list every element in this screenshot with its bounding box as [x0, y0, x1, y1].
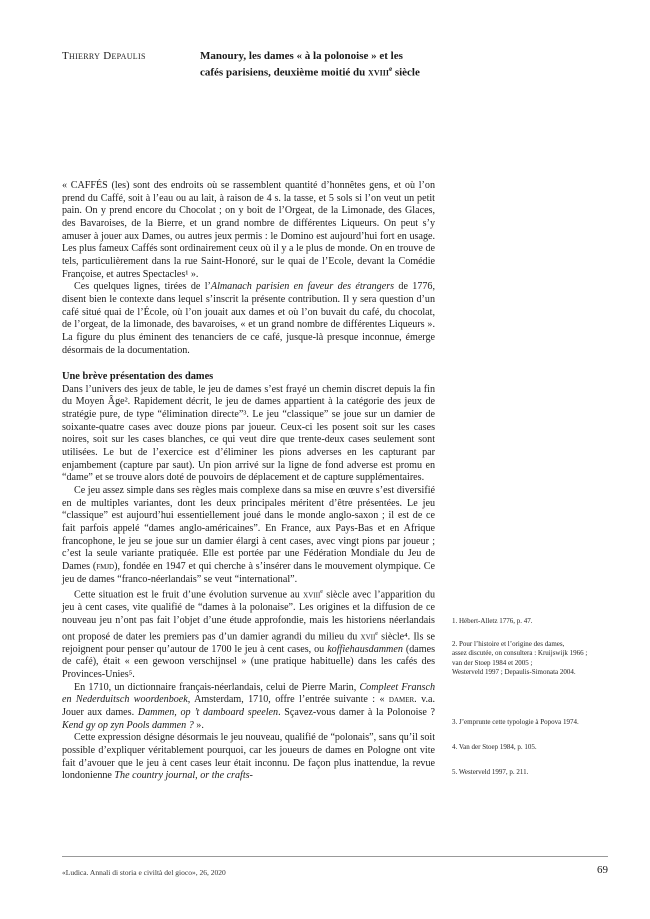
dictionary-entry: damer	[388, 694, 415, 706]
paragraph-5	[62, 586, 435, 681]
text-run: Cette situation est le fruit d’une évolution survenue au	[74, 589, 304, 601]
century-sup: e	[320, 589, 323, 596]
footnote-3: 3. J’emprunte cette typologie à Popova 1974.	[452, 718, 579, 726]
title-line-2-end: siècle	[392, 66, 420, 79]
almanach-title: Almanach parisien en faveur des étrangers	[210, 281, 395, 293]
text-run: ».	[193, 719, 204, 731]
title-line-1: Manoury, les dames « à la polonoise » et les	[200, 50, 403, 62]
text-run: . Sçavez-vous damer à la Polonoise ?	[278, 706, 435, 718]
paragraph-2	[62, 281, 435, 357]
running-head-title	[200, 50, 440, 80]
text-run: En 1710, un dictionnaire français-néerlandais, celui de Pierre Marin,	[74, 681, 360, 693]
title-century: xviii	[368, 66, 389, 79]
running-head-author: Thierry Depaulis	[62, 50, 146, 62]
dutch-phrase: Kend gy op zyn Pools dammen ?	[62, 719, 194, 731]
footnote-5: 5. Westerveld 1997, p. 211.	[452, 768, 529, 776]
paragraph-7	[62, 732, 435, 783]
title-line-2-start: cafés parisiens, deuxième moitié du	[200, 66, 369, 79]
article-body	[62, 180, 435, 783]
text-run: siècle avec l’apparition du jeu à cent cases, vite qualifié de “dames à la polonaise”. Les origines et la diffusion de ce nouveau jeu n’ont pas fait l’objet d’une étude approfondie, mais les historiens néerlandais ont proposé de dater les premiers pas d’un damier agrandi du milieu du	[62, 589, 435, 642]
dictionary-title: Compleet Fransch en Nederduitsch woordenboek	[62, 681, 436, 706]
text-run: de 1776, disent bien le contexte dans lequel s’inscrit la présente contribution. Il y sera question d’un café situé quai de l’École, où l’on jouait aux dames et où l’on buvait du café, du chocolat, de l’orgeat, de la limonade, des bavaroises, « et un grand nombre de différentes Liqueurs ». La figure du plus éminent des tenanciers de ce café, jusque-là presque inconnue, émerge désormais de la documentation.	[62, 281, 435, 356]
footnote-line: Westerveld 1997 ; Depaulis-Simonata 2004.	[452, 668, 576, 677]
footnote-line: 2. Pour l’histoire et l’origine des dames,	[452, 640, 565, 648]
paragraph-3: Dans l’univers des jeux de table, le jeu de dames s’est frayé un chemin discret depuis la fin du Moyen Âge². Rapidement décrit, le jeu de dames appartient à la catégorie des jeux de stratégie pure, de type “élimination directe”³. Le jeu “classique” se joue sur un damier de soixante-quatre cases avec douze pions par joueur. Ceux-ci les posent soit sur les cases noires, soit sur les cases blanches, ce qui veut dire que trente-deux cases seulement sont utilisées. Le but de l’exercice est d’éliminer les pions adverses en les capturant par enjambement (capture par saut). Un pion arrivé sur la ligne de fond adverse est promu en “dame” et se trouve alors doté de pouvoirs de déplacement et de capture supplémentaires.	[62, 383, 435, 484]
text-run: ), fondée en 1947 et qui cherche à s’insérer dans le mouvement olympique. Ce jeu de dames “franco-néerlandais” se veut “international”.	[62, 560, 435, 585]
page-number: 69	[597, 864, 608, 876]
century-numeral: xvii	[360, 630, 376, 642]
paragraph-4	[62, 485, 435, 586]
text-run: Ce jeu assez simple dans ses règles mais complexe dans sa mise en œuvre s’est diversifié en de multiples variantes, dont les deux principales méritent d’être présentées. Le jeu “classique” est aujourd’hui essentiellement joué dans le monde anglo-saxon ; il est de ce fait parfois appelé “dames anglo-américaines”. En France, aux Pays-Bas et en Afrique francophone, le jeu se joue sur un damier élargi à cent cases, avec vingt pions par joueur ; c’est la seule variante pratiquée. Elle est portée par une Fédération Mondiale du Jeu de Dames (	[62, 485, 435, 572]
journal-title: The country journal, or the crafts-	[114, 770, 253, 782]
text-run: . v.a. Jouer aux dames.	[62, 694, 435, 718]
section-heading: Une brève présentation des dames	[62, 371, 214, 383]
footnote-2	[452, 640, 620, 678]
footer-rule	[62, 856, 608, 857]
dutch-phrase: Dammen, op ’t damboard speelen	[137, 706, 279, 718]
footnote-line: assez discutée, on consultera : Kruijswijk 1966 ;	[452, 649, 588, 658]
text-run: siècle⁴. Ils se rejoignent pour penser qu’autour de 1700 le jeu à cent cases, ou	[62, 630, 435, 655]
dutch-term: koffiehausdammen	[327, 643, 403, 655]
footnote-1: 1. Hébert-Alletz 1776, p. 47.	[452, 617, 533, 625]
fmjd-acronym: fmjd	[96, 560, 115, 572]
title-century-sup: e	[388, 65, 393, 73]
paragraph-quote: « CAFFÉS (les) sont des endroits où se rassemblent quantité d’honnêtes gens, et où l’on prend du Caffé, soit à l’eau ou au lait, à raison de 4 s. la tasse, et 5 sols si l’on veut un petit pain. On y prend encore du Chocolat ; on y boit de l’Orgeat, de la Limonade, des Glaces, des Bavaroises, de la Bierre, et un grand nombre de différentes Liqueurs. On peut s’y amuser à jouer aux Dames, ou autres jeux permis : le Domino est aujourd’hui fort en usage. Les plus fameux Caffés sont ordinairement ceux où il y a le plus de monde. On en trouve de tels, particulièrement dans la rue Saint-Honoré, sur le quai de l’Ecole, devant la Comédie Françoise, et autres Spectacles¹ ».	[62, 180, 435, 280]
paragraph-6	[62, 682, 435, 733]
footnote-4: 4. Van der Stoep 1984, p. 105.	[452, 743, 537, 751]
text-run: Cette expression désigne désormais le jeu nouveau, qualifié de “polonais”, sans qu’il soit possible d’expliquer véritablement pourquoi, car les joueurs de dames en Pologne ont vite fait d’avouer que le jeu à cent cases leur était inconnu. De façon plus inattendue, la revue londonienne	[62, 732, 435, 782]
century-sup: e	[375, 630, 378, 637]
text-run: Ces quelques lignes, tirées de l’	[74, 281, 211, 293]
journal-citation: «Ludica. Annali di storia e civiltà del gioco», 26, 2020	[62, 868, 226, 877]
text-run: (dames de café), était « een gewoon verschijnsel » (une pratique habituelle) dans les cafés des Provinces-Unies⁵.	[62, 643, 436, 680]
footnote-line: van der Stoep 1984 et 2005 ;	[452, 658, 533, 667]
text-run: , Amsterdam, 1710, offre l’entrée suivante : «	[187, 694, 389, 706]
century-numeral: xviii	[303, 589, 321, 601]
